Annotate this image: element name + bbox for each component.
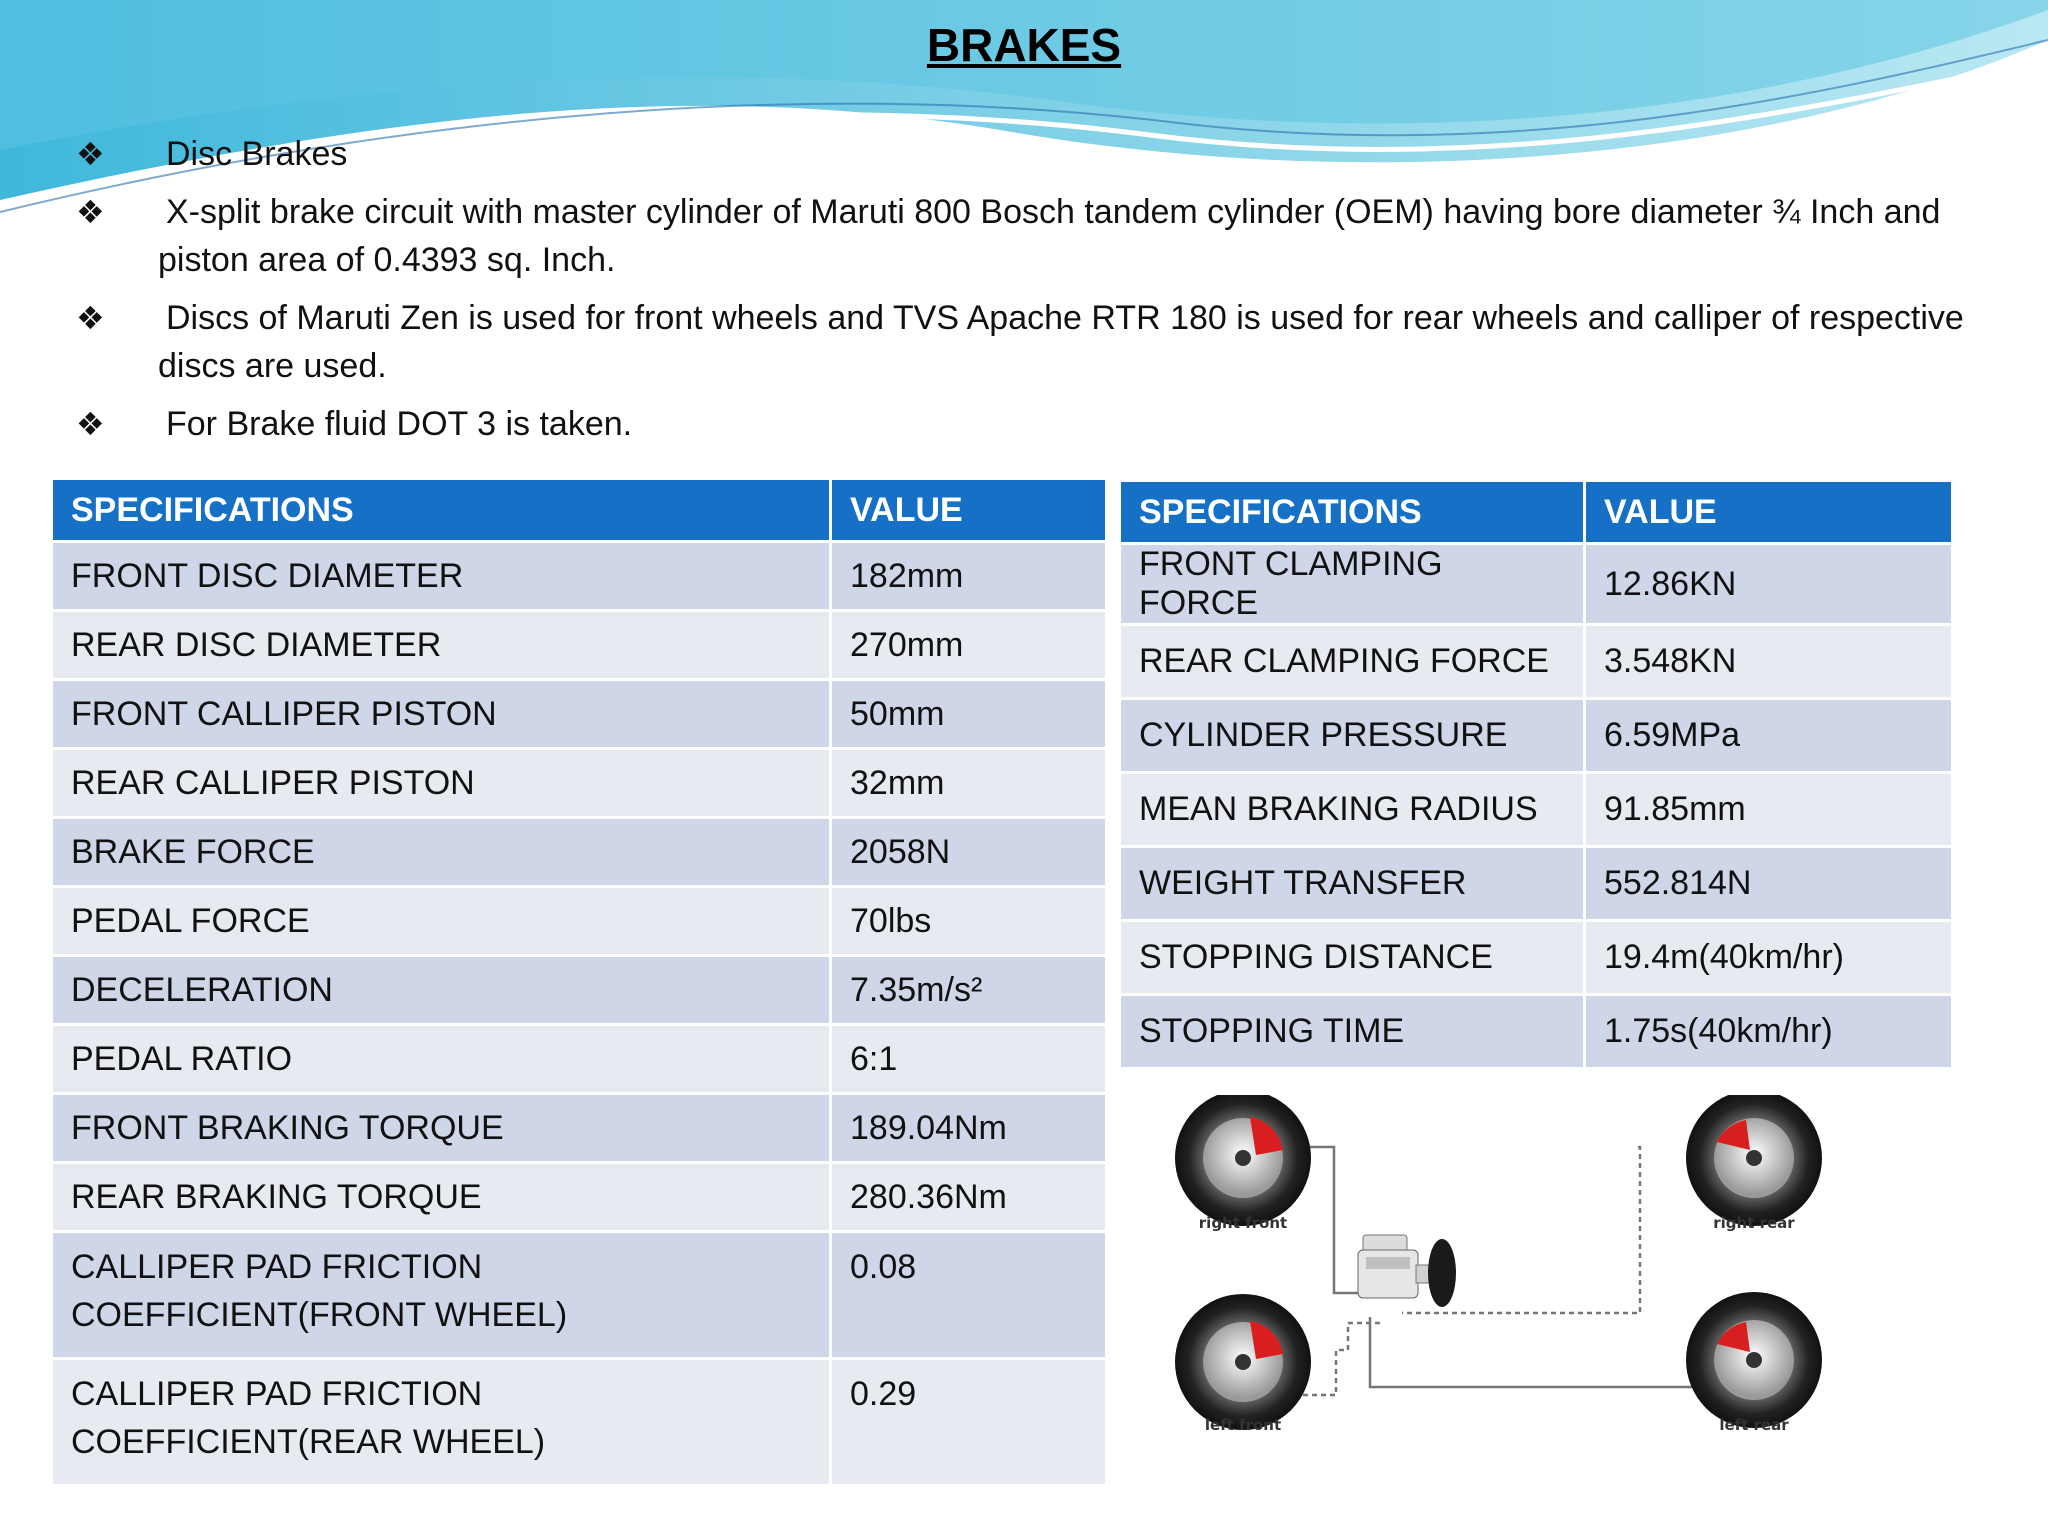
table-header-row <box>1121 482 1951 542</box>
value-cell: 280.36Nm <box>832 1164 1105 1230</box>
bullet-item-brake-circuit <box>76 188 1976 284</box>
value-cell: 3.548KN <box>1586 626 1951 697</box>
label-left-front: left front <box>1204 1416 1282 1434</box>
diamond-cluster-icon: ❖ <box>76 136 105 172</box>
master-cylinder <box>1358 1235 1456 1307</box>
spec-cell: PEDAL RATIO <box>53 1026 829 1092</box>
table-row <box>1121 626 1951 697</box>
bullet-item-brake-fluid <box>76 400 1976 448</box>
table-row <box>53 681 1105 747</box>
label-right-rear: right rear <box>1713 1214 1795 1232</box>
table-row <box>53 1164 1105 1230</box>
value-cell: 12.86KN <box>1586 545 1951 623</box>
value-cell: 182mm <box>832 543 1105 609</box>
value-cell: 19.4m(40km/hr) <box>1586 922 1951 993</box>
spec-cell: STOPPING DISTANCE <box>1121 922 1583 993</box>
value-cell: 7.35m/s² <box>832 957 1105 1023</box>
bullet-list <box>76 130 1976 458</box>
table-row <box>53 612 1105 678</box>
spec-cell: WEIGHT TRANSFER <box>1121 848 1583 919</box>
value-cell: 189.04Nm <box>832 1095 1105 1161</box>
diamond-cluster-icon: ❖ <box>76 406 105 442</box>
spec-line: CALLIPER PAD FRICTION <box>71 1248 483 1286</box>
table-row <box>1121 774 1951 845</box>
value-cell: 0.29 <box>832 1360 1105 1484</box>
table-row <box>1121 545 1951 623</box>
wheel-left-rear <box>1686 1292 1822 1428</box>
spec-cell: PEDAL FORCE <box>53 888 829 954</box>
column-header-value: VALUE <box>832 480 1105 540</box>
spec-cell: REAR CLAMPING FORCE <box>1121 626 1583 697</box>
spec-cell: REAR DISC DIAMETER <box>53 612 829 678</box>
table-row <box>1121 996 1951 1067</box>
spec-cell: FRONT DISC DIAMETER <box>53 543 829 609</box>
page-title: BRAKES <box>926 19 1122 71</box>
bullet-text: Discs of Maruti Zen is used for front wheels and TVS Apache RTR 180 is used for rear wheels and calliper of respective discs are used. <box>158 299 1964 385</box>
spec-cell: STOPPING TIME <box>1121 996 1583 1067</box>
right-spec-table <box>1118 479 1954 1070</box>
table-row <box>53 750 1105 816</box>
value-cell: 6:1 <box>832 1026 1105 1092</box>
value-cell: 1.75s(40km/hr) <box>1586 996 1951 1067</box>
bullet-text: For Brake fluid DOT 3 is taken. <box>166 405 633 443</box>
column-header-specifications: SPECIFICATIONS <box>53 480 829 540</box>
spec-cell <box>53 1233 829 1357</box>
label-right-front: right front <box>1198 1214 1288 1232</box>
spec-cell <box>53 1360 829 1484</box>
table-row <box>1121 922 1951 993</box>
bullet-text: X-split brake circuit with master cylinder of Maruti 800 Bosch tandem cylinder (OEM) having bore diameter ¾ Inch and piston area of 0.4393 sq. Inch. <box>158 193 1941 279</box>
diamond-cluster-icon: ❖ <box>76 194 105 230</box>
bullet-item-discs <box>76 294 1976 390</box>
spec-line: COEFFICIENT(FRONT WHEEL) <box>71 1296 568 1334</box>
spec-cell: CYLINDER PRESSURE <box>1121 700 1583 771</box>
spec-cell: FRONT CLAMPING FORCE <box>1121 545 1583 623</box>
table-row <box>1121 848 1951 919</box>
table-header-row <box>53 480 1105 540</box>
column-header-specifications: SPECIFICATIONS <box>1121 482 1583 542</box>
column-header-value: VALUE <box>1586 482 1951 542</box>
spec-line: CALLIPER PAD FRICTION <box>71 1375 483 1413</box>
value-cell: 91.85mm <box>1586 774 1951 845</box>
wheel-left-front <box>1175 1294 1311 1430</box>
spec-cell: MEAN BRAKING RADIUS <box>1121 774 1583 845</box>
bullet-text: Disc Brakes <box>166 135 348 173</box>
table-row <box>53 1026 1105 1092</box>
table-row <box>1121 700 1951 771</box>
brake-lines <box>1268 1147 1718 1395</box>
spec-cell: REAR BRAKING TORQUE <box>53 1164 829 1230</box>
table-row <box>53 957 1105 1023</box>
label-left-rear: left rear <box>1719 1416 1789 1434</box>
left-spec-table <box>50 477 1108 1487</box>
value-cell: 50mm <box>832 681 1105 747</box>
spec-line: COEFFICIENT(REAR WHEEL) <box>71 1423 546 1461</box>
wheel-right-front <box>1175 1095 1311 1226</box>
value-cell: 0.08 <box>832 1233 1105 1357</box>
diamond-cluster-icon: ❖ <box>76 300 105 336</box>
table-row <box>53 819 1105 885</box>
spec-cell: BRAKE FORCE <box>53 819 829 885</box>
brake-circuit-diagram <box>1158 1095 1838 1445</box>
bullet-item-disc-brakes <box>76 130 1976 178</box>
table-row <box>53 543 1105 609</box>
table-row <box>53 888 1105 954</box>
value-cell: 32mm <box>832 750 1105 816</box>
spec-cell: FRONT CALLIPER PISTON <box>53 681 829 747</box>
spec-cell: DECELERATION <box>53 957 829 1023</box>
table-row <box>53 1360 1105 1484</box>
table-row <box>53 1095 1105 1161</box>
value-cell: 2058N <box>832 819 1105 885</box>
value-cell: 70lbs <box>832 888 1105 954</box>
value-cell: 270mm <box>832 612 1105 678</box>
table-row <box>53 1233 1105 1357</box>
spec-cell: REAR CALLIPER PISTON <box>53 750 829 816</box>
spec-cell: FRONT BRAKING TORQUE <box>53 1095 829 1161</box>
value-cell: 6.59MPa <box>1586 700 1951 771</box>
value-cell: 552.814N <box>1586 848 1951 919</box>
wheel-right-rear <box>1686 1095 1822 1226</box>
